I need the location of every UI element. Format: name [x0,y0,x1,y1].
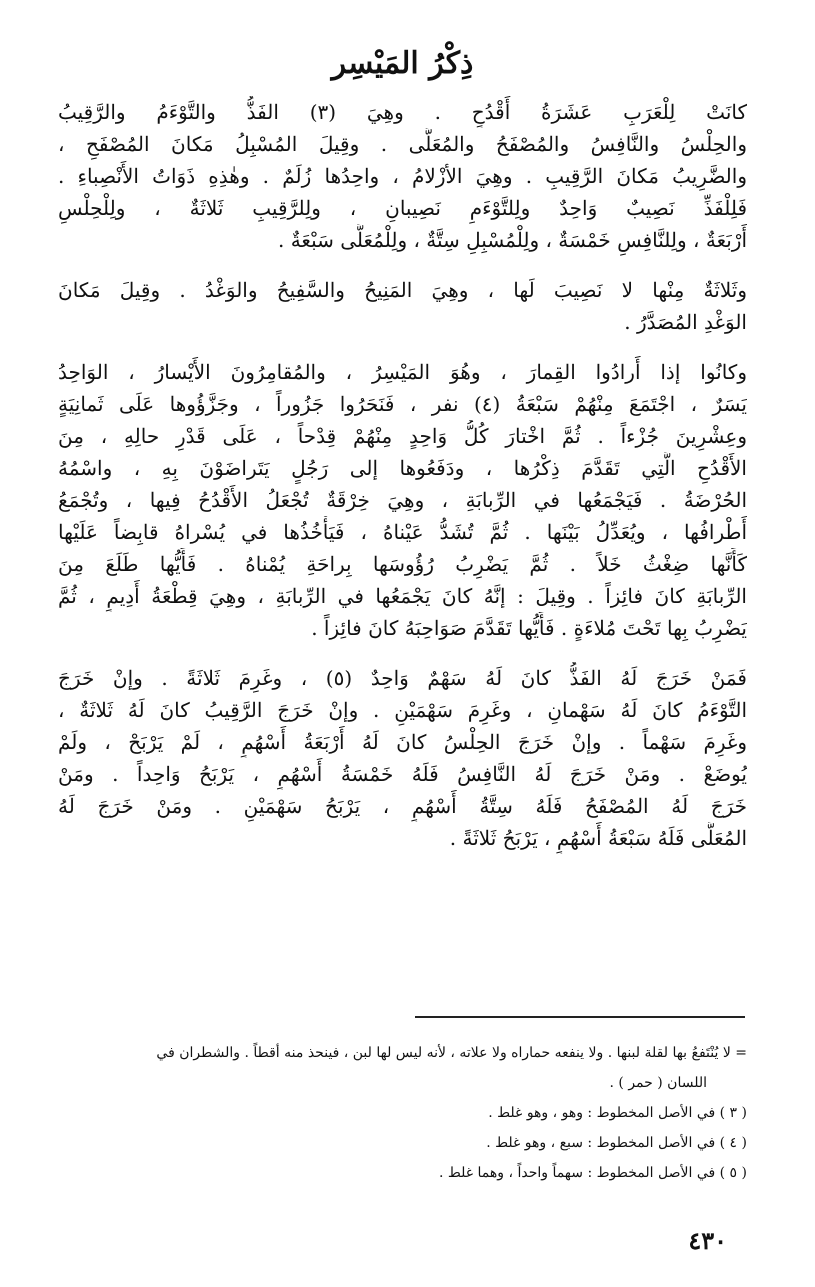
text-line: أَرْبَعَةٌ ، ولِلنَّافِسِ خَمْسَةٌ ، ولِلْمُسْبِلِ سِتَّةٌ ، ولِلْمُعَلَّى سَبْعَةٌ . [277,228,747,252]
footnotes [58,1038,747,1188]
text-line: وغَرِمَ سَهْماً . وإنْ خَرَجَ الحِلْسُ كانَ لَهُ أَرْبَعَةُ أَسْهُمٍ ، لَمْ يَرْبَحْ ، ولَمْ [58,730,747,754]
text-line: وعِشْرِينَ جُزْءاً . ثُمَّ اخْتارَ كُلُّ وَاحِدٍ مِنْهُمْ قِدْحاً ، عَلَى قَدْرِ حالِهِ ، مِنَ [58,424,747,448]
text-line: يُوضَعْ . ومَنْ خَرَجَ لَهُ النَّافِسُ فَلَهُ خَمْسَةُ أَسْهُمٍ ، يَرْبَحُ وَاحِداً . ومَنْ [58,762,747,786]
text-line: كانَتْ لِلْعَرَبِ عَشَرَةُ أَقْدُحٍ . وهِيَ (٣) الفَذُّ والتَّوْءَمُ والرَّقِيبُ [58,100,747,124]
page-title: ذِكْرُ المَيْسِر [331,46,474,81]
text-line: الحُرْضَةُ . فَيَجْمَعُها في الرِّبابَةِ ، وهِيَ خِرْقَةٌ تُجْعَلُ الأَقْدُحُ فِيها ، وتُجْمَعُ [58,488,747,512]
text-line: يَسَرٌ ، اجْتَمَعَ مِنْهُمْ سَبْعَةُ (٤) نفر ، فَنَحَرُوا جَزُوراً ، وجَزَّؤُوها عَلَى ثَمانِيَةٍ [58,392,747,416]
text-line: يَضْرِبُ بِها تَحْتَ مُلاءَةٍ . فَأَيُّها تَقَدَّمَ صَوَاحِبَهُ كانَ فائِزاً . [311,616,747,640]
text-line: الرِّبابَةِ كانَ فائِزاً . وقِيلَ : إنَّهُ كانَ يَجْمَعُها في الرِّبابَةِ ، وهِيَ قِطْعَةُ أَدِيمٍ ، ثُمَّ [58,584,747,608]
paragraph-3 [58,356,747,644]
text-line: الوَغْدِ المُصَدَّرُ . [624,310,747,334]
text-line: كَأَنَّها ضِغْثُ خَلاً . ثُمَّ يَضْرِبُ رُؤُوسَها بِراحَةِ يُمْناهُ . فَأَيُّها طَلَعَ مِنَ [58,552,747,576]
text-line: فَلِلْفَذِّ نَصِيبٌ وَاحِدٌ ولِلتَّوْءَمِ نَصِيبانِ ، ولِلرَّقِيبِ ثَلاثَةٌ ، ولِلْحِلْسِ [58,196,747,220]
text-line: والضَّرِيبُ مَكانَ الرَّقِيبِ . وهِيَ الأزْلامُ ، واحِدُها زُلَمٌ . وهٰذِهِ ذَوَاتُ الأَنْصِباءِ . [58,164,747,188]
page-number: ٤٣٠ [688,1226,727,1255]
footnote-4: ( ٤ ) في الأصل المخطوط : سبع ، وهو غلط . [486,1135,747,1151]
text-line: المُعَلَّى فَلَهُ سَبْعَةُ أَسْهُمٍ ، يَرْبَحُ ثَلاثَةً . [449,826,747,850]
text-line: والحِلْسُ والنَّافِسُ والمُصْفَحُ والمُعَلَّى . وقِيلَ المُسْبِلُ مَكانَ المُصْفَحِ ، [58,132,747,156]
footnote-continuation: اللسان ( حمر ) . [609,1075,707,1091]
text-line: وثَلاثَةٌ مِنْها لا نَصِيبَ لَها ، وهِيَ المَنِيحُ والسَّفِيحُ والوَغْدُ . وقِيلَ مَكانَ [58,278,747,302]
footnote-divider [415,1016,745,1018]
text-line: وكانُوا إذا أَرادُوا القِمارَ ، وهُوَ المَيْسِرُ ، والمُقامِرُونَ الأَيْسارُ ، الوَاحِدُ [58,360,747,384]
text-line: خَرَجَ لَهُ المُصْفَحُ فَلَهُ سِتَّةُ أَسْهُمٍ ، يَرْبَحُ سَهْمَيْنِ . ومَنْ خَرَجَ لَهُ [58,794,747,818]
paragraph-2 [58,274,747,338]
text-line: الأَقْدُحِ الَّتِي تَقَدَّمَ ذِكْرُها ، ودَفَعُوها إلى رَجُلٍ يَتَراضَوْنَ بِهِ ، واسْمُهُ [58,456,747,480]
text-line: أَطْرافُها ، ويُعَدِّلُ بَيْنَها . ثُمَّ تُشَدُّ عَيْناهُ ، فَيَأْخُذُها في يُسْراهُ قابِضاً عَلَيْها [58,520,747,544]
text-line: فَمَنْ خَرَجَ لَهُ الفَذُّ كانَ لَهُ سَهْمٌ وَاحِدٌ (٥) ، وغَرِمَ ثَلاثَةً . وإنْ خَرَجَ [58,666,747,690]
footnote-continuation: = لا يُنْتَفعُ بها لقلة لبنها . ولا ينفعه حماراه ولا علاته ، لأنه ليس لها لبن ، فينحذ منه أقطاً . والشطران في [156,1045,747,1061]
paragraph-1 [58,96,747,256]
footnote-3: ( ٣ ) في الأصل المخطوط : وهو ، وهو غلط . [488,1105,747,1121]
footnote-5: ( ٥ ) في الأصل المخطوط : سهماً واحداً ، وهما غلط . [438,1165,747,1181]
paragraph-4 [58,662,747,854]
text-line: التَّوْءَمُ كانَ لَهُ سَهْمانِ ، وغَرِمَ سَهْمَيْنِ . وإنْ خَرَجَ الرَّقِيبُ كانَ لَهُ ثَلاثَةٌ ، [58,698,747,722]
